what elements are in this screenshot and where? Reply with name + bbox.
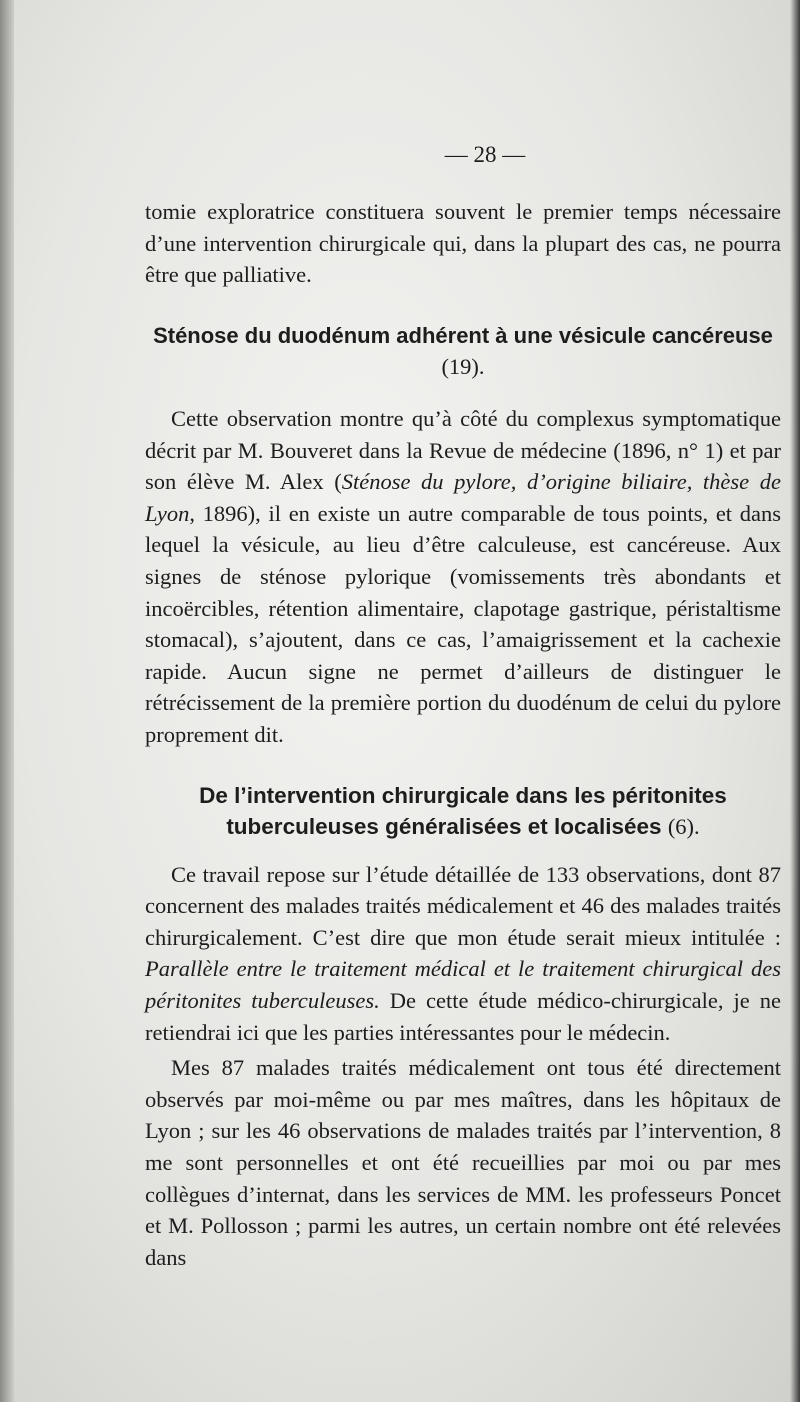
italic-title: Parallèle entre le traitement médical et le traitement chirurgical des péritonites tuberculeuses. [145, 956, 781, 1014]
paragraph-text: Cette observation montre qu’à côté du complexus symptomatique décrit par M. Bouveret dans la Revue de médecine (1896, n° 1) et par son élève M. Alex ( [145, 405, 781, 495]
paragraph-malades: Mes 87 malades traités médicalement ont tous été directement observés par moi-même ou par mes maîtres, dans les hôpitaux de Lyon ; sur les 46 observations de malades traités par l’intervention, 8 me sont personnelles et ont été recueillies par moi ou par mes collègues d’internat, dans les services de MM. les professeurs Poncet et M. Pollosson ; parmi les autres, un certain nombre ont été relevées dans [145, 1055, 781, 1270]
page-content [145, 140, 781, 1273]
section-heading-reference: (19). [441, 354, 485, 380]
paragraph-text: De cette étude médico-chirurgicale, je ne retiendrai ici que les parties intéressantes pour le médecin. [145, 988, 781, 1045]
paragraph-text: Ce travail repose sur l’étude détaillée de 133 observations, dont 87 concernent des malades traités médicalement et 46 des malades traités chirurgicalement. C’est dire que mon étude serait mieux intitulée : [145, 861, 781, 950]
paragraph-text: , 1896), il en existe un autre comparable de tous points, et dans lequel la vésicule, au lieu d’être calculeuse, est cancéreuse. Aux signes de sténose pylorique (vomissements très abondants et incoërcibles, rétention alimentaire, clapotage gastrique, péristaltisme stomacal), s’ajoutent, dans ce cas, l’amaigrissement et la cachexie rapide. Aucun signe ne permet d’ailleurs de distinguer le rétrécissement de la première portion du duodénum de celui du pylore proprement dit. [145, 500, 781, 747]
paragraph-continued: tomie exploratrice constituera souvent le premier temps nécessaire d’une intervention chirurgicale qui, dans la plupart des cas, ne pourra être que palliative. [145, 199, 781, 288]
section-heading-stenose [145, 320, 781, 383]
paragraph-travail [145, 859, 781, 1049]
page-number: — 28 — [444, 142, 526, 167]
section-heading-peritonites [137, 780, 789, 843]
italic-citation: Sténose du pylore, d’origine biliaire, thèse de Lyon [145, 469, 781, 526]
section-heading-reference: (6). [667, 814, 700, 840]
section-heading-title: Sténose du duodénum adhérent à une vésicule cancéreuse [153, 322, 773, 348]
paragraph-stenose [145, 403, 781, 751]
page-edge-shadow [790, 0, 800, 1402]
page-spine-shadow [0, 0, 14, 1402]
section-heading-title: De l’intervention chirurgicale dans les péritonites tuberculeuses généralisées et localisées [199, 782, 727, 840]
